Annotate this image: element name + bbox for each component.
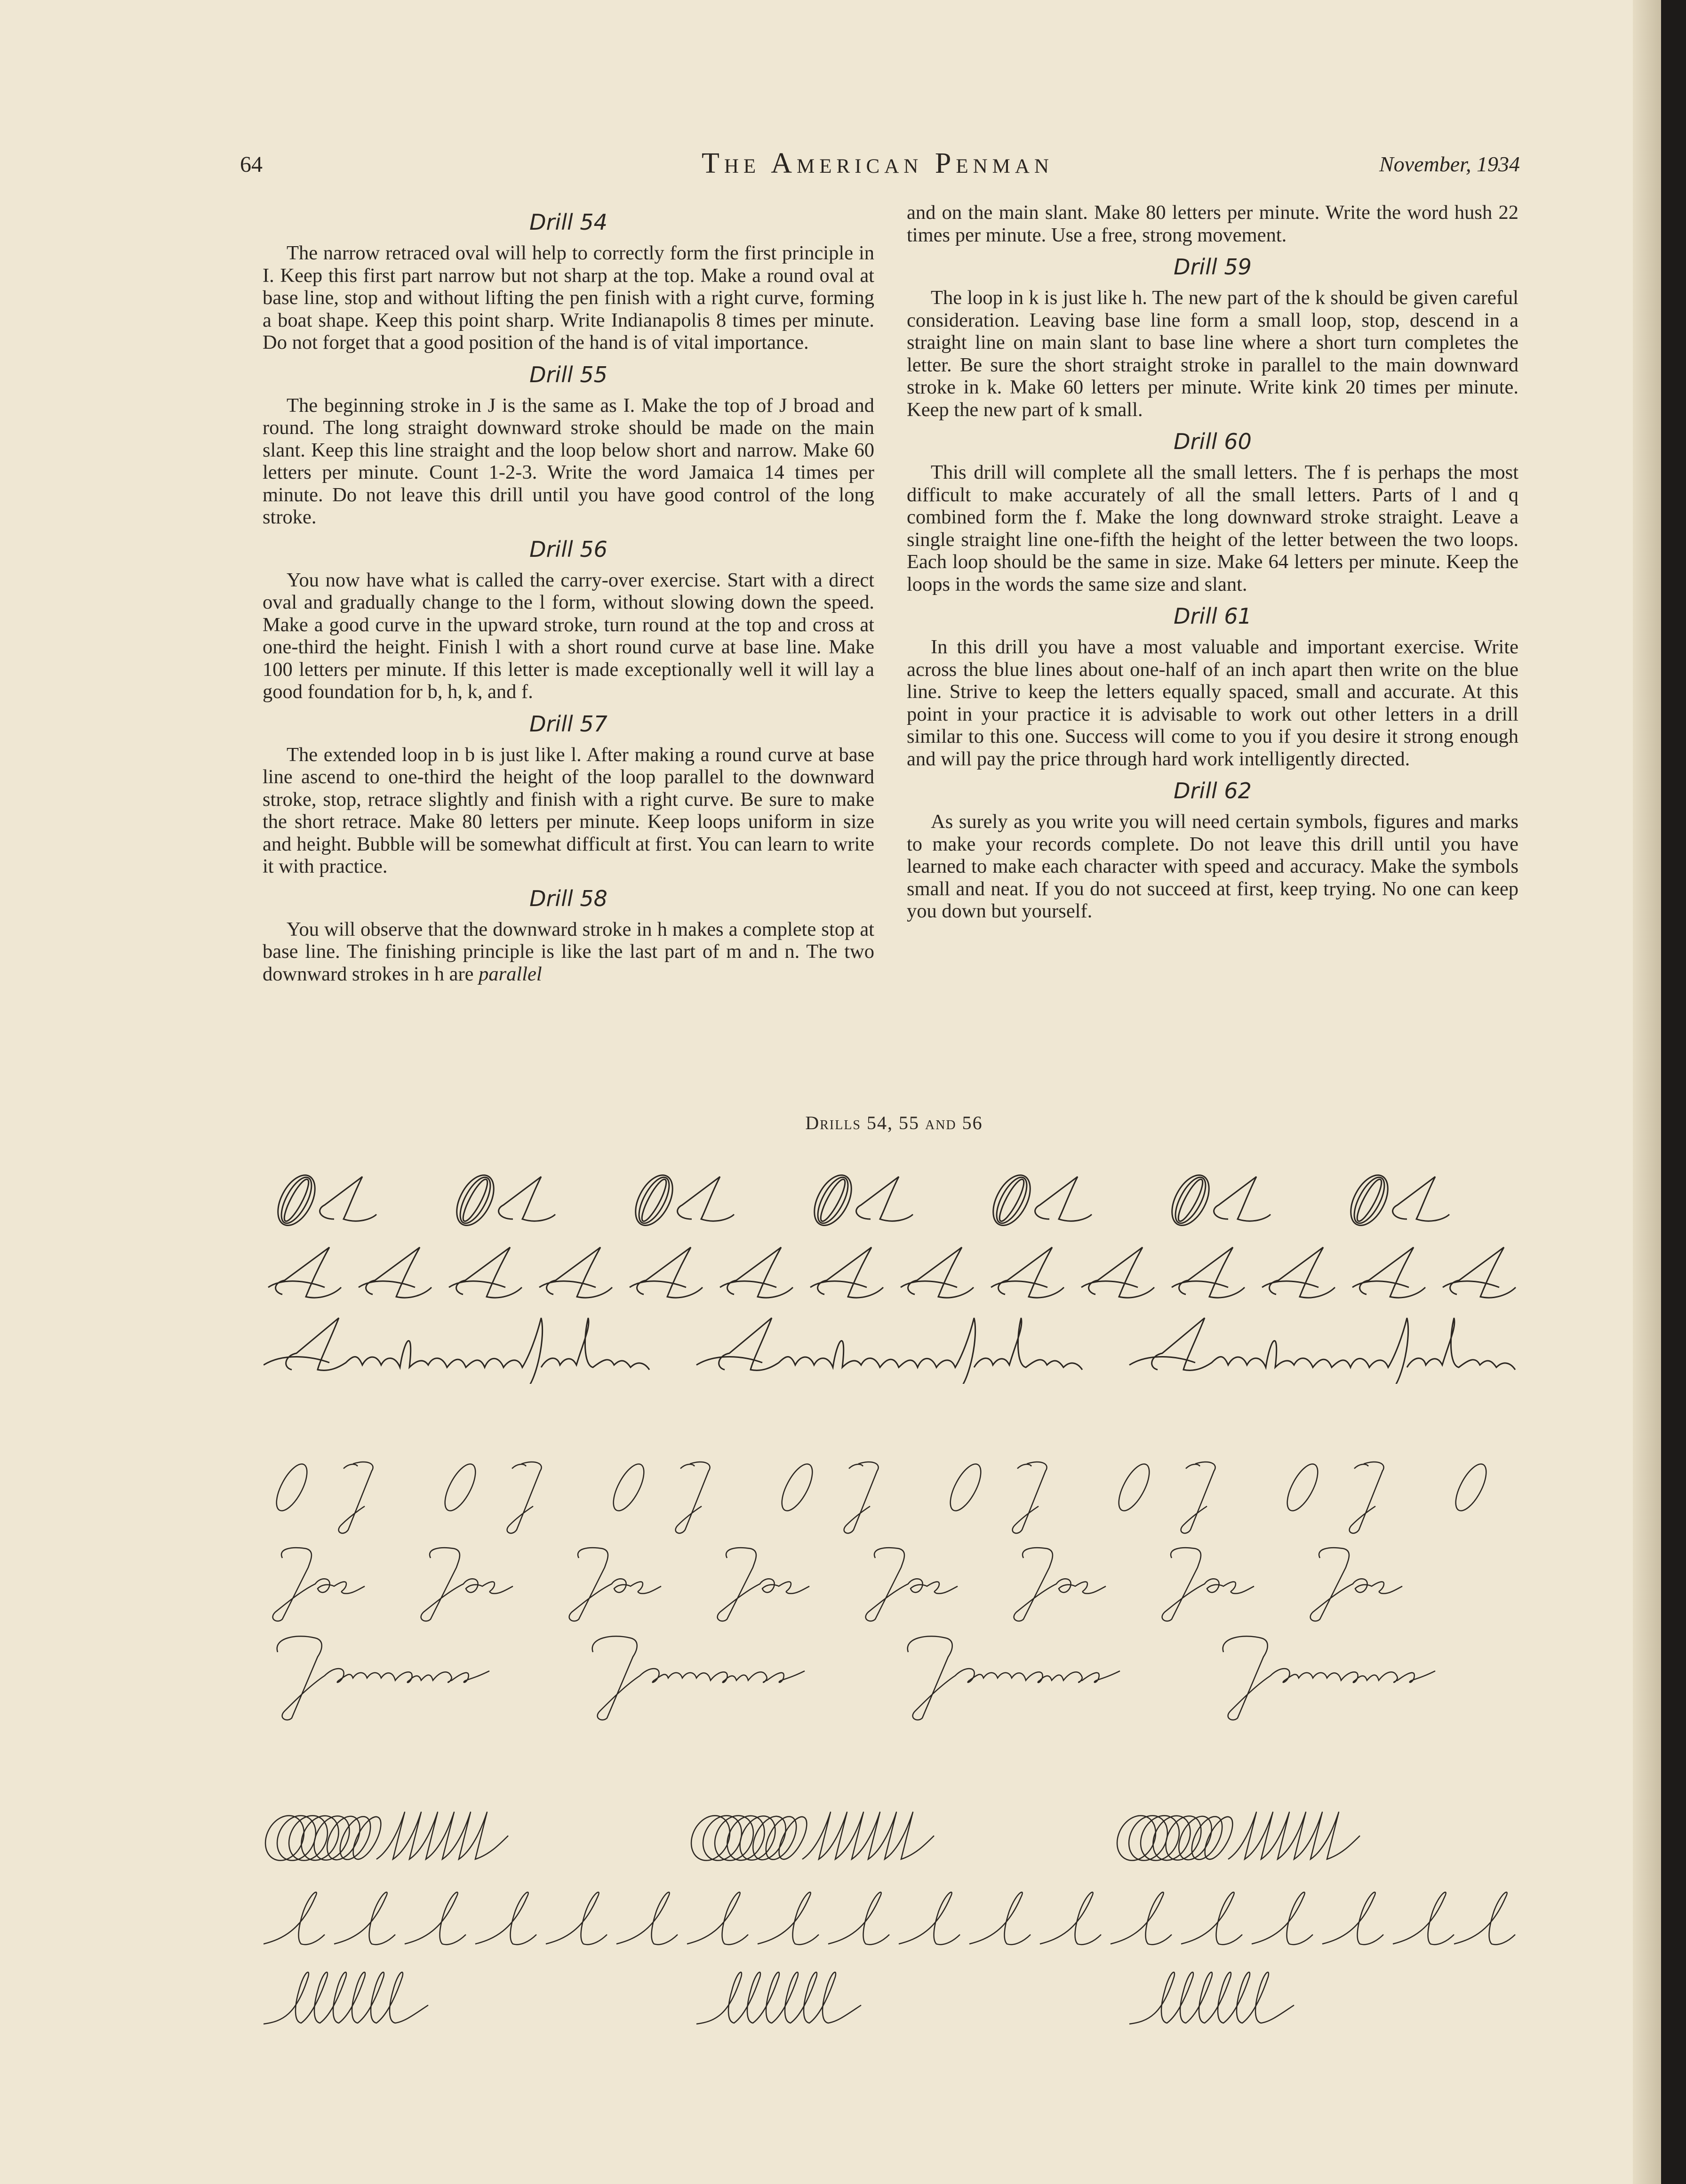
- drill-58-body: [263, 918, 874, 986]
- drill-54-body: The narrow retraced oval will help to correctly form the first principle in I. Keep this first part narrow but not sharp at the top. Make a round oval at base line, stop and without lifting the pen finish with a right curve, forming a boat shape. Keep this point sharp. Write Indianapolis 8 times per minute. Do not forget that a good position of the hand is of vital importance.: [263, 242, 874, 353]
- oval-and-j-drill-artwork: [264, 1454, 1525, 1534]
- capital-i-drill-artwork: [264, 1243, 1525, 1304]
- drill-57-title: Drill 57: [529, 711, 607, 737]
- drill-58-continuation: and on the main slant. Make 80 letters per minute. Write the word hush 22 times per minute. Use a free, strong movement.: [907, 201, 1518, 246]
- drill-56-body: You now have what is called the carry-over exercise. Start with a direct oval and gradually change to the l form, without slowing down the speed. Make a good curve in the upward stroke, turn round at the top and cross at one-third the height. Finish l with a short round curve at base line. Make 100 letters per minute. If this letter is made exceptionally well it will lay a good foundation for b, h, k, and f.: [263, 569, 874, 703]
- oval-and-i-drill-artwork: [264, 1167, 1525, 1233]
- carry-over-drill-artwork: [264, 1798, 1525, 1869]
- drill-54-title: Drill 54: [529, 209, 607, 235]
- carry-over-drill: [264, 1798, 1525, 1869]
- specimen-caption: Drills 54, 55 and 56: [805, 1112, 983, 1133]
- capital-i-drill: [264, 1243, 1525, 1304]
- single-l-drill-artwork: [264, 1883, 1525, 1953]
- drill-58-title: Drill 58: [529, 885, 607, 911]
- drill-62-body: As surely as you write you will need certain symbols, figures and marks to make your records complete. Do not leave this drill until you have learned to make each character with speed and accuracy. Make the symbols small and neat. If you do not succeed at first, keep trying. No one can keep you down but yourself.: [907, 811, 1518, 922]
- running-title: The American Penman: [702, 147, 1054, 179]
- drill-62-title: Drill 62: [1174, 778, 1252, 803]
- drill-59-title: Drill 59: [1174, 254, 1252, 280]
- issue-date: November, 1934: [1379, 152, 1520, 176]
- joe-drill-artwork: [264, 1539, 1525, 1624]
- jamaica-drill: [264, 1629, 1525, 1723]
- oval-and-j-drill: [264, 1454, 1525, 1534]
- drill-57-body: The extended loop in b is just like l. After making a round curve at base line ascend to one-third the height of the loop parallel to the downward stroke, stop, retrace slightly and finish with a right curve. Be sure to make the short retrace. Make 80 letters per minute. Keep loops uniform in size and height. Bubble will be somewhat difficult at first. You can learn to write it with practice.: [263, 743, 874, 877]
- joe-drill: [264, 1539, 1525, 1624]
- indianapolis-drill: [264, 1309, 1525, 1384]
- jamaica-drill-artwork: [264, 1629, 1525, 1723]
- drill-58-body-text: You will observe that the downward stroke in h makes a complete stop at base line. The finishing principle is like the last part of m and n. The two downward strokes in h are: [263, 918, 874, 985]
- oval-and-i-drill: [264, 1167, 1525, 1233]
- drill-60-body: This drill will complete all the small letters. The f is perhaps the most difficult to make accurately of all the small letters. Parts of l and q combined form the f. Make the long downward stroke straight. Leave a single straight line one-fifth the height of the letter between the two loops. Each loop should be the same in size. Make 64 letters per minute. Keep the loops in the words the same size and slant.: [907, 461, 1518, 595]
- drill-60-title: Drill 60: [1174, 429, 1252, 454]
- single-l-drill: [264, 1883, 1525, 1953]
- running-header: [235, 147, 1520, 180]
- left-column: [263, 201, 874, 985]
- page-edge-shadow: [1633, 0, 1661, 2184]
- book-spine: [1661, 0, 1686, 2184]
- drill-61-body: In this drill you have a most valuable and important exercise. Write across the blue lines about one-half of an inch apart then write on the blue line. Strive to keep the letters equally spaced, small and accurate. At this point in your practice it is advisable to work out other letters in a drill similar to this one. Success will come to you if you desire it strong enough and will pay the price through hard work intelligently directed.: [907, 636, 1518, 770]
- page-number: 64: [240, 152, 263, 177]
- drill-55-title: Drill 55: [529, 361, 607, 387]
- indianapolis-drill-artwork: [264, 1309, 1525, 1384]
- right-column: [907, 201, 1518, 923]
- drill-55-body: The beginning stroke in J is the same as I. Make the top of J broad and round. The long straight downward stroke should be made on the main slant. Keep this line straight and the loop below short and narrow. Make 60 letters per minute. Count 1-2-3. Write the word Jamaica 14 times per minute. Do not leave this drill until you have good control of the long stroke.: [263, 394, 874, 528]
- drill-59-body: The loop in k is just like h. The new part of the k should be given careful consideration. Leaving base line form a small loop, stop, descend in a straight line on main slant to base line where a short turn completes the letter. Be sure the short straight stroke in parallel to the main downward stroke in k. Make 60 letters per minute. Write kink 20 times per minute. Keep the new part of k small.: [907, 287, 1518, 421]
- drill-61-title: Drill 61: [1174, 603, 1252, 629]
- l-group-drill: [264, 1963, 1525, 2033]
- drill-56-title: Drill 56: [529, 536, 607, 562]
- l-group-drill-artwork: [264, 1963, 1525, 2033]
- drill-58-emphasis: parallel: [479, 963, 542, 985]
